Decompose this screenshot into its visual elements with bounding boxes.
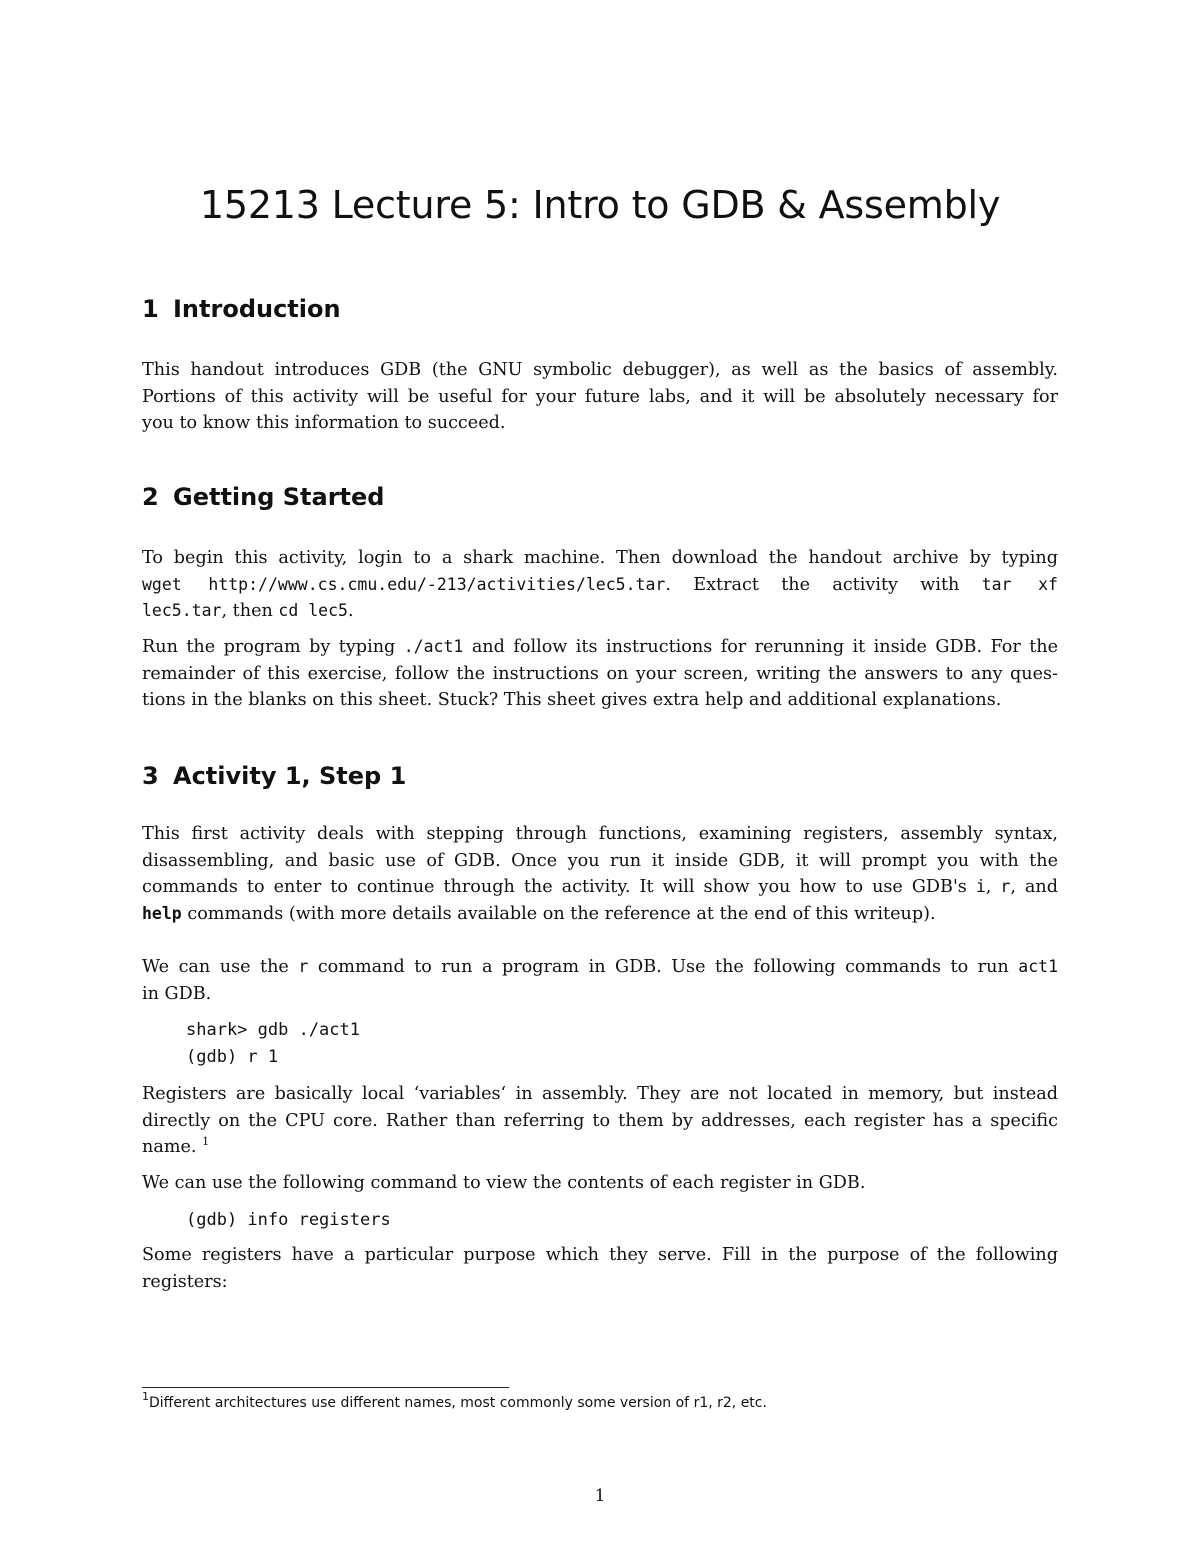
text-line: directly on the CPU core. Rather than referring to them by addresses, each register has a specific <box>142 1110 1058 1131</box>
text-line <box>142 634 1058 661</box>
activity-paragraph-2 <box>142 954 1058 1007</box>
inline-code-r: r <box>1000 877 1011 896</box>
inline-code-i: i <box>975 877 986 896</box>
code-line: shark> gdb ./act1 <box>186 1020 360 1040</box>
text-line: in GDB. <box>142 983 212 1004</box>
section-title: Getting Started <box>173 483 385 511</box>
section-title: Activity 1, Step 1 <box>173 762 407 790</box>
text-line: disassembling, and basic use of GDB. Once you run it inside GDB, it will prompt you with the <box>142 850 1058 871</box>
text-line <box>142 1134 1058 1161</box>
text-line <box>142 901 1058 928</box>
text-line: Registers are basically local ‘variables‘ in assembly. They are not located in memory, but instead <box>142 1084 1058 1104</box>
getting-started-paragraph-2 <box>142 634 1058 714</box>
text-line: tions in the blanks on this sheet. Stuck? This sheet gives extra help and additional explanations. <box>142 690 1002 710</box>
section-number: 3 <box>142 762 159 790</box>
footnote <box>142 1392 767 1414</box>
inline-text: , <box>985 877 992 897</box>
inline-code-act1: ./act1 <box>403 637 464 656</box>
text-line: registers: <box>142 1271 228 1292</box>
text-line: This first activity deals with stepping through functions, examining registers, assembly syntax, <box>142 824 1058 844</box>
document-page <box>142 0 1058 1553</box>
inline-code-tar: tar xf <box>981 574 1058 594</box>
inline-text: commands to enter to continue through the activity. It will show you how to use GDB's <box>142 877 967 897</box>
inline-code-r: r <box>298 957 309 976</box>
code-block-info-registers <box>186 1207 391 1234</box>
inline-text: command to run a program in GDB. Use the following commands to run <box>317 957 1009 977</box>
inline-code-cd: cd lec5 <box>278 601 348 620</box>
code-block-run-act1 <box>186 1017 360 1071</box>
text-line <box>142 572 1058 599</box>
code-line: (gdb) info registers <box>186 1210 391 1230</box>
footnote-reference: 1 <box>202 1135 210 1148</box>
inline-text: We can use the <box>142 957 289 977</box>
text-line <box>142 874 1058 901</box>
activity-paragraph-1 <box>142 821 1058 927</box>
introduction-paragraph <box>142 357 1058 437</box>
text-line: remainder of this exercise, follow the instructions on your screen, writing the answers to any ques- <box>142 663 1058 684</box>
footnote-text: Different architectures use different names, most commonly some version of r1, r2, etc. <box>149 1395 767 1411</box>
section-number: 1 <box>142 295 159 323</box>
footnote-mark: 1 <box>142 1390 149 1403</box>
inline-code-wget: wget http://www.cs.cmu.edu/-213/activities/lec5.tar <box>142 574 666 594</box>
inline-text: commands (with more details available on the reference at the end of this writeup). <box>187 903 936 924</box>
footnote-divider <box>142 1387 509 1388</box>
activity-paragraph-5 <box>142 1242 1058 1295</box>
section-number: 2 <box>142 483 159 511</box>
section-heading-activity-1-step-1 <box>142 761 406 791</box>
text-line: We can use the following command to view the contents of each register in GDB. <box>142 1173 866 1193</box>
document-title: 15213 Lecture 5: Intro to GDB & Assembly <box>199 183 1001 227</box>
inline-text: . Extract the activity with <box>665 574 960 595</box>
inline-code-act1: act1 <box>1018 957 1059 976</box>
section-title: Introduction <box>173 295 341 323</box>
section-heading-getting-started <box>142 482 385 512</box>
inline-text: , then <box>221 601 273 621</box>
inline-text: Run the program by typing <box>142 637 396 657</box>
inline-code-help: help <box>142 903 182 923</box>
text-line: To begin this activity, login to a shark machine. Then download the handout archive by typing <box>142 548 1058 568</box>
text-line: Some registers have a particular purpose which they serve. Fill in the purpose of the following <box>142 1245 1058 1265</box>
inline-text: and follow its instructions for rerunning it inside GDB. For the <box>471 637 1059 657</box>
text-line <box>142 598 1058 625</box>
code-line: (gdb) r 1 <box>186 1047 279 1067</box>
text-line <box>142 954 1058 981</box>
text-line: This handout introduces GDB (the GNU symbolic debugger), as well as the basics of assembly. <box>142 360 1058 380</box>
section-heading-introduction <box>142 294 341 324</box>
activity-paragraph-4 <box>142 1170 1058 1197</box>
inline-text: name. <box>142 1137 197 1157</box>
inline-text: . <box>347 601 354 621</box>
getting-started-paragraph-1 <box>142 545 1058 625</box>
text-line: Portions of this activity will be useful for your future labs, and it will be absolutely necessary for <box>142 386 1058 407</box>
text-line: you to know this information to succeed. <box>142 413 506 433</box>
inline-code-archive: lec5.tar <box>142 601 222 620</box>
page-number: 1 <box>594 1486 606 1506</box>
inline-text: , and <box>1010 877 1058 897</box>
activity-paragraph-3 <box>142 1081 1058 1161</box>
